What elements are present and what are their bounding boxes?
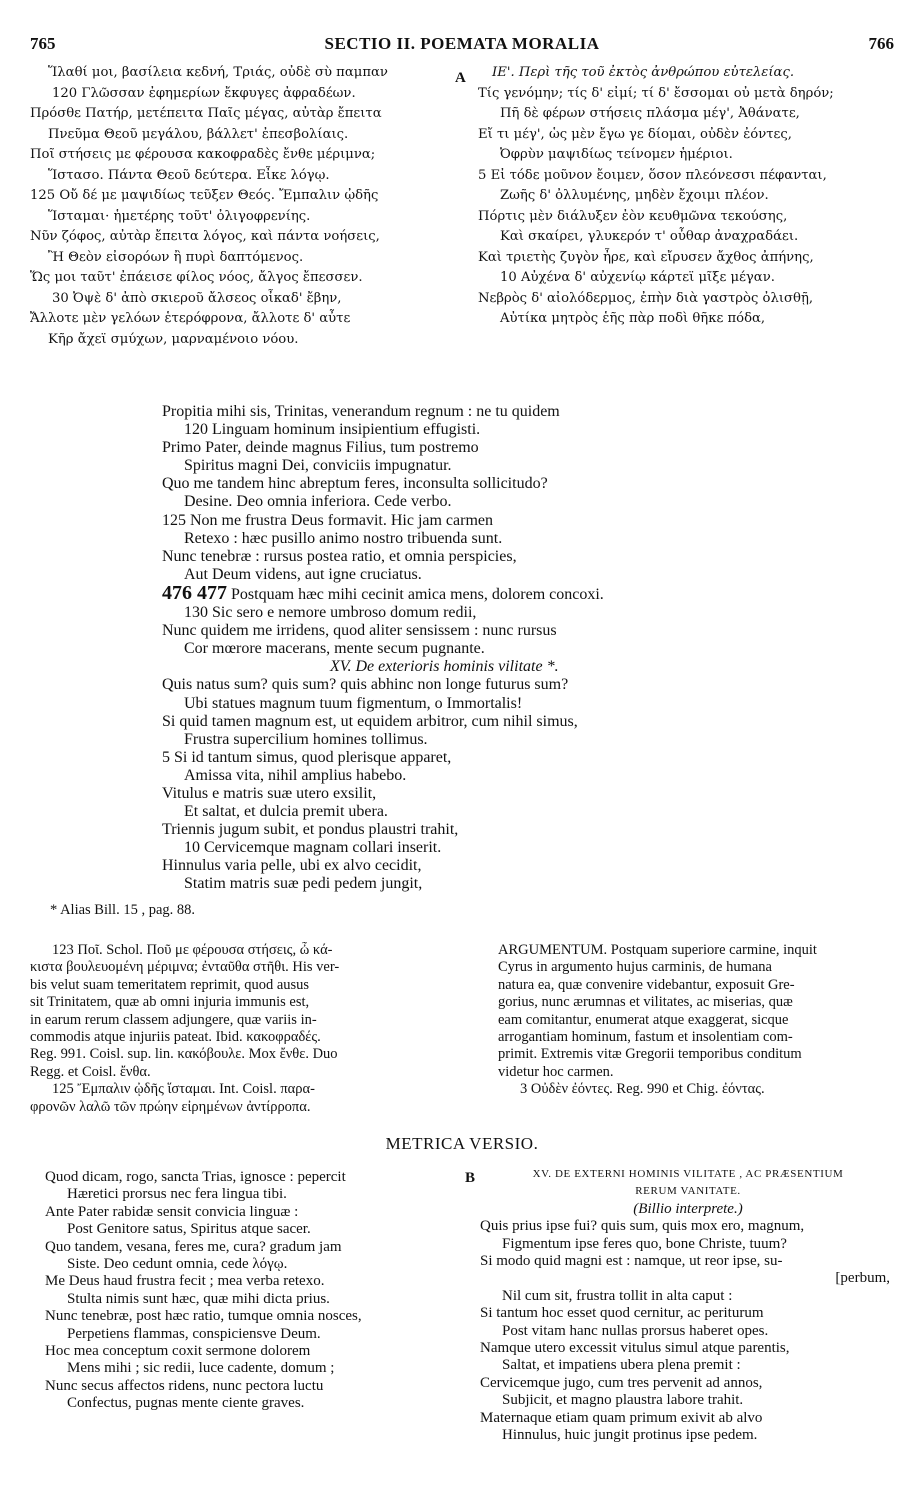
- versio-line: Hoc mea conceptum coxit sermone dolorem: [45, 1343, 311, 1360]
- greek-line: Καὶ τριετὴς ζυγὸν ἦρε, καὶ εἴρυσεν ἄχθος ἀπήνης,: [478, 249, 814, 265]
- latin-line: 10 Cervicemque magnam collari inserit.: [184, 839, 442, 857]
- column-mark-a: A: [455, 70, 466, 86]
- note-line: eam comitantur, enumerat atque exaggerat, sicque: [498, 1011, 789, 1028]
- note-line: natura ea, quæ convenire videbantur, exposuit Gre-: [498, 976, 795, 993]
- versio-line: Cervicemque jugo, cum tres pervenit ad annos,: [480, 1374, 763, 1391]
- column-marker: 476 477: [162, 583, 227, 604]
- greek-text-right: [478, 63, 896, 330]
- greek-line: Τίς γενόμην; τίς δ' εἰμί; τί δ' ἔσσομαι οὐ μετὰ δηρόν;: [478, 85, 834, 101]
- greek-line: Εἴ τι μέγ', ὡς μὲν ἔγω γε δίομαι, οὐδὲν ἐόντες,: [478, 126, 792, 142]
- versio-line: Ante Pater rabidæ sensit convicia linguæ :: [45, 1203, 299, 1220]
- versio-line: Perpetiens flammas, conspiciensve Deum.: [67, 1325, 321, 1342]
- versio-line: Hæretici prorsus nec fera lingua tibi.: [67, 1186, 287, 1203]
- latin-line: Nunc tenebræ : rursus postea ratio, et omnia perspicies,: [162, 547, 517, 565]
- greek-line: 5 Εἰ τόδε μοῦνον ἔοιμεν, ὅσον πλεόνεσσι πέφανται,: [478, 167, 827, 183]
- latin-line: Amissa vita, nihil amplius habebo.: [184, 766, 407, 784]
- greek-line: Ἢ Θεὸν εἰσορόων ἢ πυρὶ δαπτόμενος.: [48, 249, 304, 265]
- versio-line: Figmentum ipse feres quo, bone Christe, tuum?: [502, 1235, 787, 1252]
- note-line: 123 Ποῖ. Schol. Ποῦ με φέρουσα στήσεις, ὦ κά-: [52, 942, 333, 958]
- versio-poem-title: XV. DE EXTERNI HOMINIS VILITATE , AC PRÆSENTIUM: [532, 1168, 844, 1180]
- latin-line: Triennis jugum subit, et pondus plaustri trahit,: [162, 821, 459, 839]
- greek-line: Ποῖ στήσεις με φέρουσα κακοφραδὲς ἔνθε μέριμνα;: [30, 147, 376, 162]
- note-line: ARGUMENTUM. Postquam superiore carmine, inquit: [498, 942, 817, 958]
- greek-poem-title: ΙΕ'. Περὶ τῆς τοῦ ἐκτὸς ἀνθρώπου εὐτελείας.: [492, 65, 795, 80]
- versio-line: Nunc secus affectos ridens, nunc pectora luctu: [45, 1377, 324, 1394]
- versio-line: Me Deus haud frustra fecit ; mea verba retexo.: [45, 1273, 325, 1290]
- greek-line: 125 Οὔ δέ με μαψιδίως τεῦξεν Θεός. Ἔμπαλιν ᾠδῆς: [30, 188, 379, 203]
- metrica-versio-title: METRICA VERSIO.: [385, 1134, 539, 1153]
- latin-line: Statim matris suæ pedi pedem jungit,: [184, 875, 423, 893]
- page-number-left: 765: [30, 34, 56, 53]
- latin-line: Quo me tandem hinc abreptum feres, inconsulta sollicitudo?: [162, 475, 548, 493]
- column-mark-b: B: [465, 1170, 476, 1186]
- greek-line: Ἵσταμαι· ἡμετέρης τοῦτ' ὀλιγοφρενίης.: [48, 208, 311, 224]
- versio-line: Confectus, pugnas mente ciente graves.: [67, 1395, 305, 1412]
- latin-line: 125 Non me frustra Deus formavit. Hic jam carmen: [162, 511, 494, 529]
- versio-line: Maternaque etiam quam primum exivit ab alvo: [480, 1409, 763, 1426]
- latin-line: Spiritus magni Dei, conviciis impugnatur.: [184, 457, 452, 475]
- versio-line: Hinnulus, huic jungit protinus ipse pedem.: [502, 1427, 758, 1444]
- greek-line: Πῆ δὲ φέρων στήσεις πλάσμα μέγ', Ἀθάνατε,: [500, 106, 800, 121]
- latin-line: Si quid tamen magnum est, ut equidem arbitror, cum nihil simus,: [162, 712, 578, 730]
- latin-line: Frustra supercilium homines tollimus.: [184, 730, 428, 748]
- latin-line: Quis natus sum? quis sum? quis abhinc non longe futurus sum?: [162, 676, 569, 694]
- greek-line: Ἵστασο. Πάντα Θεοῦ δεύτερα. Εἶκε λόγῳ.: [48, 167, 330, 183]
- latin-line: 120 Linguam hominum insipientium effugisti.: [184, 421, 481, 439]
- note-line: Cyrus in argumento hujus carminis, de humana: [498, 959, 772, 976]
- note-line: primit. Extremis vitæ Gregorii temporibus conditum: [498, 1046, 802, 1063]
- note-line: bis velut suam temeritatem reprimit, quod ausus: [30, 976, 310, 993]
- latin-line: Cor mœrore macerans, mente secum pugnante.: [184, 640, 485, 658]
- latin-line: Et saltat, et dulcia premit ubera.: [184, 803, 388, 821]
- versio-line: Quis prius ipse fui? quis sum, quis mox ero, magnum,: [480, 1218, 805, 1235]
- note-line: commodis atque injuriis pateat. Ibid. κακοφραδές.: [30, 1029, 321, 1046]
- latin-line: Vitulus e matris suæ utero exsilit,: [162, 784, 377, 802]
- notes-right-argument: [498, 942, 898, 1099]
- greek-line: Ζωῆς δ' ὀλλυμένης, μηδὲν ἔχοιμι πλέον.: [500, 188, 769, 203]
- greek-line: Ἄλλοτε μὲν γελόων ἑτερόφρονα, ἄλλοτε δ' αὖτε: [30, 311, 351, 326]
- latin-poem-title: XV. De exterioris hominis vilitate *.: [330, 658, 559, 676]
- versio-line: Saltat, et impatiens ubera plena premit :: [502, 1357, 741, 1374]
- versio-left: [45, 1169, 465, 1413]
- latin-translation: [162, 403, 762, 894]
- note-line: arrogantiam hominum, fastum et insolentiam com-: [498, 1029, 793, 1046]
- latin-line: Primo Pater, deinde magnus Filius, tum postremo: [162, 439, 479, 457]
- greek-line: Ὥς μοι ταῦτ' ἐπάεισε φίλος νόος, ἄλγος ἔπεσσεν.: [30, 270, 363, 285]
- greek-line: Πόρτις μὲν διάλυξεν ἐὸν κευθμῶνα τεκούσης,: [478, 208, 788, 224]
- greek-line: Καὶ σκαίρει, γλυκερόν τ' οὖθαρ ἀναχραδάει.: [500, 229, 799, 244]
- versio-right: [480, 1166, 896, 1445]
- latin-line: 130 Sic sero e nemore umbroso domum redii,: [184, 604, 477, 622]
- note-line: κιστα βουλευομένη μέριμνα; ἐνταῦθα στῆθι. His ver-: [30, 959, 340, 976]
- footnote: * Alias Bill. 15 , pag. 88.: [50, 902, 195, 918]
- versio-line: Quod dicam, rogo, sancta Trias, ignosce : pepercit: [45, 1169, 346, 1185]
- greek-line: Ἵλαθί μοι, βασίλεια κεδνή, Τριάς, οὐδὲ σὺ παμπαν: [48, 65, 388, 80]
- versio-line: Mens mihi ; sic redii, luce cadente, domum ;: [67, 1360, 335, 1377]
- versio-poem-title-cont: RERUM VANITATE.: [635, 1185, 741, 1198]
- latin-line-with-column-marker: [162, 584, 762, 604]
- greek-line: Πνεῦμα Θεοῦ μεγάλου, βάλλετ' ἐπεσβολίαις.: [48, 126, 349, 142]
- note-line: φρονῶν λαλῶ τῶν πρώην εἰρημένων ἀντίρροπα.: [30, 1098, 311, 1115]
- note-line: Reg. 991. Coisl. sup. lin. κακόβουλε. Mox ἔνθε. Duo: [30, 1046, 338, 1063]
- versio-line: Si modo quid magni est : namque, ut reor ipse, su-: [480, 1253, 783, 1270]
- latin-line: Nunc quidem me irridens, quod aliter sensissem : nunc rursus: [162, 622, 557, 640]
- latin-line: Desine. Deo omnia inferiora. Cede verbo.: [184, 493, 452, 511]
- latin-line: 5 Si id tantum simus, quod plerisque apparet,: [162, 748, 452, 766]
- versio-line-continuation: [perbum,: [835, 1270, 890, 1287]
- latin-line: Aut Deum videns, aut igne cruciatus.: [184, 565, 422, 583]
- greek-text-left: [30, 63, 450, 350]
- note-line: 3 Οὐδὲν ἐόντες. Reg. 990 et Chig. ἐόντας.: [520, 1081, 765, 1098]
- latin-line: Ubi statues magnum tuum figmentum, o Immortalis!: [184, 694, 523, 712]
- greek-line: Νεβρὸς δ' αἰολόδερμος, ἐπὴν διὰ γαστρὸς ὀλισθῇ,: [478, 290, 814, 306]
- note-line: Regg. et Coisl. ἔνθα.: [30, 1063, 151, 1080]
- latin-line-text: Postquam hæc mihi cecinit amica mens, dolorem concoxi.: [231, 585, 604, 603]
- versio-line: Siste. Deo cedunt omnia, cede λόγῳ.: [67, 1256, 288, 1273]
- greek-line: 30 Ὀψὲ δ' ἀπὸ σκιεροῦ ἄλσεος οἶκαδ' ἔβην,: [52, 290, 342, 306]
- greek-line: 10 Αὐχένα δ' αὐχενίῳ κάρτεϊ μῖξε μέγαν.: [500, 270, 775, 285]
- latin-line: Propitia mihi sis, Trinitas, venerandum regnum : ne tu quidem: [162, 403, 560, 420]
- latin-line: Retexo : hæc pusillo animo nostro tribuenda sunt.: [184, 529, 503, 547]
- greek-line: Πρόσθε Πατήρ, μετέπειτα Παῖς μέγας, αὐτὰρ ἔπειτα: [30, 106, 382, 121]
- versio-line: Nunc tenebræ, post hæc ratio, tumque omnia nosces,: [45, 1308, 362, 1325]
- note-line: in earum rerum classem adjungere, quæ variis in-: [30, 1011, 317, 1028]
- greek-line: Κῆρ ἄχεϊ σμύχων, μαρναμένοιο νόου.: [48, 331, 299, 347]
- versio-interpreter: (Billio interprete.): [633, 1200, 743, 1217]
- running-title: SECTIO II. POEMATA MORALIA: [324, 34, 600, 53]
- versio-line: Post Genitore satus, Spiritus atque sacer.: [67, 1221, 311, 1238]
- greek-line: Νῦν ζόφος, αὐτὰρ ἔπειτα λόγος, καὶ πάντα νοήσεις,: [30, 229, 380, 244]
- page-header: [30, 34, 894, 58]
- note-line: videtur hoc carmen.: [498, 1063, 614, 1080]
- note-line: sit Trinitatem, quæ ab omni injuria immunis est,: [30, 994, 310, 1011]
- versio-line: Quo tandem, vesana, feres me, cura? gradum jam: [45, 1238, 342, 1255]
- page-number-right: 766: [868, 34, 894, 53]
- versio-line: Subjicit, et magno plaustra labore trahit.: [502, 1392, 744, 1409]
- versio-line: Si tantum hoc esset quod cernitur, ac periturum: [480, 1305, 764, 1322]
- greek-line: 120 Γλῶσσαν ἐφημερίων ἔκφυγες ἀφραδέων.: [52, 85, 356, 101]
- versio-line: Stulta nimis sunt hæc, quæ mihi dicta prius.: [67, 1290, 330, 1307]
- note-line: gorius, nunc ærumnas et vilitates, ac miserias, quæ: [498, 994, 793, 1011]
- notes-left: [30, 942, 470, 1116]
- greek-line: Αὐτίκα μητρὸς ἑῆς πὰρ ποδὶ θῆκε πόδα,: [500, 311, 766, 326]
- versio-line: Namque utero excessit vitulus simul atque parentis,: [480, 1340, 790, 1357]
- versio-line: Post vitam hanc nullas prorsus haberet opes.: [502, 1322, 769, 1339]
- latin-line: Hinnulus varia pelle, ubi ex alvo cecidit,: [162, 857, 422, 875]
- greek-line: Ὀφρὺν μαψιδίως τείνομεν ἡμέριοι.: [500, 147, 733, 162]
- versio-line: Nil cum sit, frustra tollit in alta caput :: [502, 1287, 733, 1304]
- note-line: 125 Ἔμπαλιν ᾠδῆς ἵσταμαι. Int. Coisl. παρα-: [52, 1081, 315, 1098]
